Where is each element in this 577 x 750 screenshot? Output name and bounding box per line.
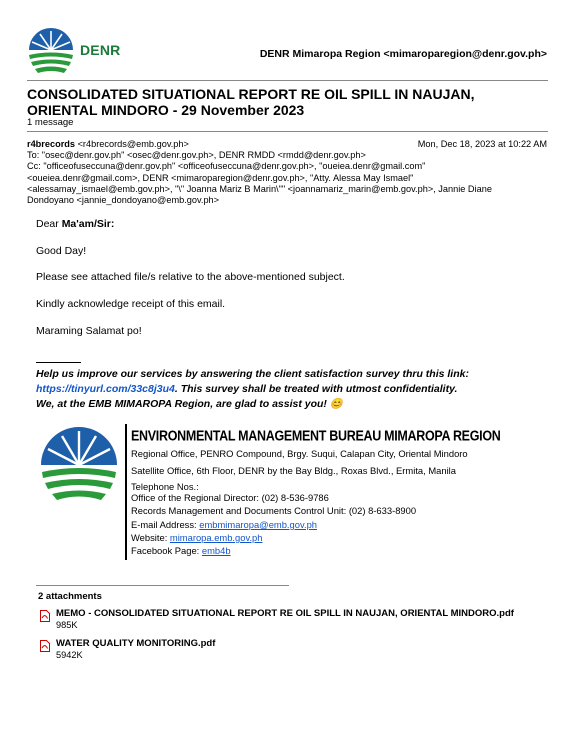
from-name: r4brecords <box>27 139 76 149</box>
email-subject: CONSOLIDATED SITUATIONAL REPORT RE OIL SPILL IN NAUJAN, ORIENTAL MINDORO - 29 November 2023 <box>27 86 475 118</box>
emb-email-line <box>131 519 317 530</box>
email-meta <box>27 139 549 206</box>
website-label: Website: <box>131 532 170 543</box>
emb-title: ENVIRONMENTAL MANAGEMENT BUREAU MIMAROPA REGION <box>131 428 501 445</box>
email-label: E-mail Address: <box>131 519 200 530</box>
cc-line-1: Cc: "officeofuseccuna@denr.gov.ph" <officeofuseccuna@denr.gov.ph>, "oueiea.denr@gmail.com" <box>27 161 426 172</box>
emb-address-satellite: Satellite Office, 6th Floor, DENR by the Bay Bldg., Roxas Blvd., Ermita, Manila <box>131 465 456 476</box>
header-divider <box>27 80 548 81</box>
attachment-name-2[interactable]: WATER QUALITY MONITORING.pdf <box>56 638 216 649</box>
emb-phone-director: Office of the Regional Director: (02) 8-536-9786 <box>131 492 329 503</box>
emb-email-link[interactable]: embmimaropa@emb.gov.ph <box>199 519 317 530</box>
pdf-file-icon[interactable] <box>40 610 50 622</box>
greeting-prefix: Dear <box>36 218 62 230</box>
cc-line-4: Dondoyano <jannie_dondoyano@emb.gov.ph> <box>27 195 220 206</box>
attachment-size-2: 5942K <box>56 650 83 660</box>
from-email: <r4brecords@emb.gov.ph> <box>75 139 189 149</box>
to-line: To: "osec@denr.gov.ph" <osec@denr.gov.ph>, DENR RMDD <rmdd@denr.gov.ph> <box>27 150 366 161</box>
email-date: Mon, Dec 18, 2023 at 10:22 AM <box>417 139 547 149</box>
body-line-1: Good Day! <box>36 245 87 257</box>
emb-logo-icon <box>38 427 120 509</box>
survey-line-2-rest: . This survey shall be treated with utmost confidentiality. <box>174 383 458 395</box>
cc-line-3: <alessamay_ismael@emb.gov.ph>, "\" Joanna Mariz B Marin\"" <joannamariz_marin@emb.gov.ph>, Jannie Diane <box>27 183 492 194</box>
body-line-3: Kindly acknowledge receipt of this email. <box>36 298 226 310</box>
facebook-label: Facebook Page: <box>131 545 202 556</box>
denr-logo-icon <box>26 28 76 78</box>
survey-line-3: We, at the EMB MIMAROPA Region, are glad to assist you! 😊 <box>36 398 343 410</box>
message-count: 1 message <box>27 117 74 128</box>
emb-address-regional: Regional Office, PENRO Compound, Brgy. Suqui, Calapan City, Oriental Mindoro <box>131 448 468 459</box>
subject-divider <box>27 131 548 132</box>
emb-phone-records: Records Management and Documents Control Unit: (02) 8-633-8900 <box>131 505 417 516</box>
pdf-file-icon[interactable] <box>40 640 50 652</box>
greeting <box>36 218 114 230</box>
survey-link[interactable]: https://tinyurl.com/33c8j3u4 <box>36 383 175 395</box>
attachment-name-1[interactable]: MEMO - CONSOLIDATED SITUATIONAL REPORT RE OIL SPILL IN NAUJAN, ORIENTAL MINDORO.pdf <box>56 608 514 619</box>
attachments-count: 2 attachments <box>38 591 102 602</box>
cc-line-2: <oueiea.denr@gmail.com>, DENR <mimaroparegion@denr.gov.ph>, "Atty. Alessa May Ismael" <box>27 172 414 183</box>
emb-website-line <box>131 532 262 543</box>
body-line-2: Please see attached file/s relative to the above-mentioned subject. <box>36 271 345 283</box>
body-line-4: Maraming Salamat po! <box>36 325 142 337</box>
account-sender: DENR Mimaropa Region <mimaroparegion@denr.gov.ph> <box>259 48 547 60</box>
survey-block <box>36 367 496 412</box>
logo-text: DENR <box>80 42 121 58</box>
emb-telephone-label: Telephone Nos.: <box>131 481 199 492</box>
emb-website-link[interactable]: mimaropa.emb.gov.ph <box>169 532 263 543</box>
signature-vertical-rule <box>125 424 127 560</box>
greeting-name: Ma'am/Sir: <box>61 218 115 230</box>
emb-facebook-link[interactable]: emb4b <box>201 545 231 556</box>
survey-line-2 <box>36 382 496 397</box>
emb-facebook-line <box>131 545 231 556</box>
attachment-size-1: 985K <box>56 620 78 630</box>
signature-divider <box>36 362 81 363</box>
attachments-divider <box>36 585 289 586</box>
survey-line-1: Help us improve our services by answering the client satisfaction survey thru this link: <box>36 368 469 380</box>
